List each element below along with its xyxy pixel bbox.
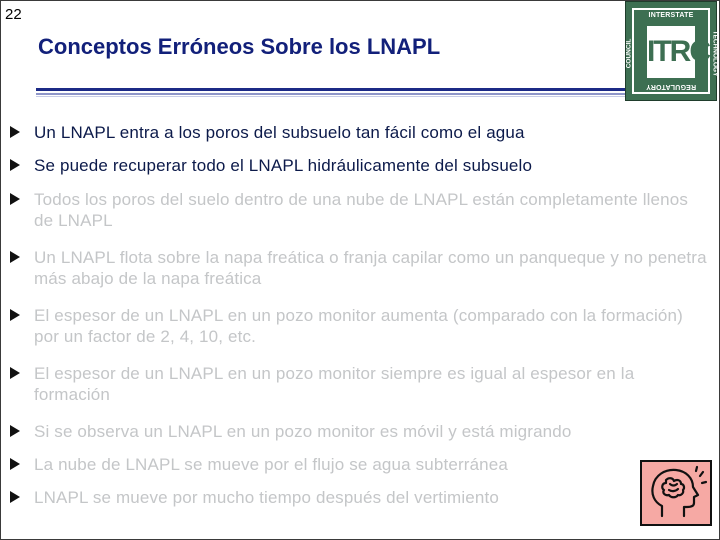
bullet-text: Un LNAPL flota sobre la napa freática o franja capilar como un panqueque y no penetra más abajo de la napa freática — [34, 248, 707, 288]
bullet-text: El espesor de un LNAPL en un pozo monitor aumenta (comparado con la formación) por un factor de 2, 4, 10, etc. — [34, 306, 683, 346]
bullet-text: LNAPL se mueve por mucho tiempo después del vertimiento — [34, 488, 499, 507]
logo-text-left: COUNCIL — [625, 38, 633, 69]
triangle-right-icon — [10, 491, 20, 503]
triangle-right-icon — [10, 367, 20, 379]
head-brain-icon — [640, 460, 712, 526]
triangle-right-icon — [10, 425, 20, 437]
triangle-right-icon — [10, 458, 20, 470]
bullet-text: Se puede recuperar todo el LNAPL hidráulicamente del subsuelo — [34, 156, 533, 175]
triangle-right-icon — [10, 159, 20, 171]
logo-text-bottom: REGULATORY — [645, 83, 697, 90]
triangle-right-icon — [10, 193, 20, 205]
triangle-right-icon — [10, 309, 20, 321]
bullet-text: La nube de LNAPL se mueve por el flujo se agua subterránea — [34, 455, 508, 474]
triangle-right-icon — [10, 126, 20, 138]
slide-number: 22 — [5, 6, 22, 23]
slide-title: Conceptos Erróneos Sobre los LNAPL — [38, 34, 441, 59]
bullet-text: El espesor de un LNAPL en un pozo monitor siempre es igual al espesor en la formación — [34, 364, 635, 404]
bullet-text: Si se observa un LNAPL en un pozo monitor es móvil y está migrando — [34, 422, 572, 441]
bullet-text: Todos los poros del suelo dentro de una nube de LNAPL están completamente llenos de LNAPL — [34, 190, 689, 230]
logo-text-top: INTERSTATE — [648, 12, 694, 19]
triangle-right-icon — [10, 251, 20, 263]
logo-text-right: TECHNOLOGY — [711, 30, 719, 77]
logo-center-text: ITRC — [647, 26, 695, 78]
bullet-text: Un LNAPL entra a los poros del subsuelo tan fácil como el agua — [34, 123, 525, 142]
